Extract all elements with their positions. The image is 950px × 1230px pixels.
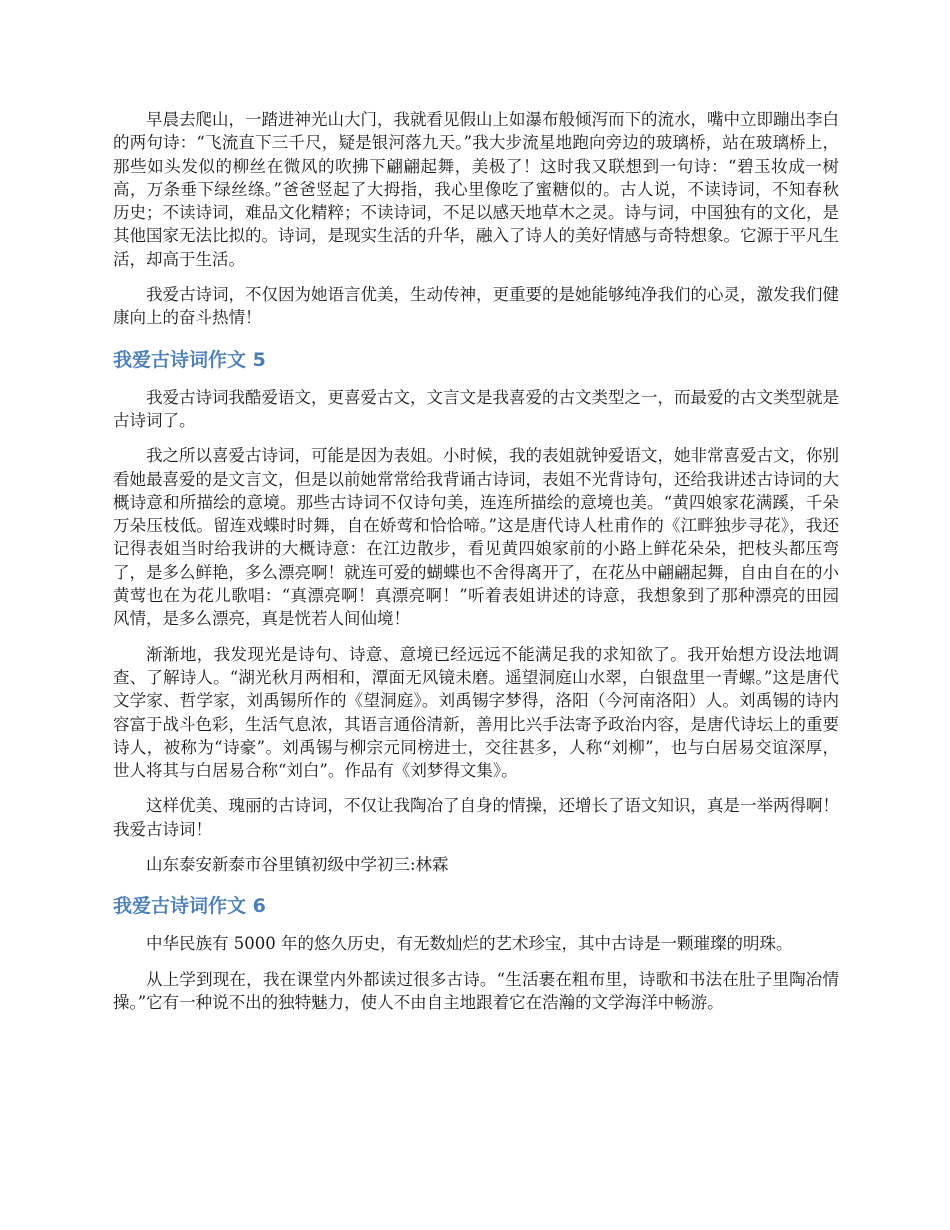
paragraph-essay6-intro: 中华民族有 5000 年的悠久历史，有无数灿烂的艺术珍宝，其中古诗是一颗璀璨的明珠。 — [146, 934, 793, 954]
paragraph-mountain-climb: 早晨去爬山，一踏进神光山大门，我就看见假山上如瀑布般倾泻而下的流水，嘴中立即蹦出李白的两句诗：“飞流直下三千尺，疑是银河落九天。”我大步流星地跑向旁边的玻璃桥，站在玻璃桥上，那些如头发似的柳丝在微风的吹拂下翩翩起舞，美极了！这时我又联想到一句诗：“碧玉妆成一树高，万条垂下绿丝绦。”爸爸竖起了大拇指，我心里像吃了蜜糖似的。古人说，不读诗词，不知春秋历史；不读诗词，难品文化精粹；不读诗词，不足以感天地草木之灵。诗与词，中国独有的文化，是其他国家无法比拟的。诗词，是现实生活的升华，融入了诗人的美好情感与奇特想象。它源于平凡生活，却高于生活。 — [113, 110, 839, 269]
section-heading-essay-6: 我爱古诗词作文 6 — [113, 895, 266, 918]
author-signature: 山东泰安新泰市谷里镇初级中学初三:林霖 — [146, 855, 449, 875]
paragraph-essay5-conclusion: 这样优美、瑰丽的古诗词，不仅让我陶冶了自身的情操，还增长了语文知识，真是一举两得啊！我爱古诗词！ — [113, 796, 839, 839]
document-body — [113, 108, 839, 1026]
paragraph-essay5-poet-research: 渐渐地，我发现光是诗句、诗意、意境已经远远不能满足我的求知欲了。我开始想方设法地调查、了解诗人。“湖光秋月两相和，潭面无风镜未磨。遥望洞庭山水翠，白银盘里一青螺。”这是唐代文学家、哲学家，刘禹锡所作的《望洞庭》。刘禹锡字梦得，洛阳（今河南洛阳）人。刘禹锡的诗内容富于战斗色彩，生活气息浓，其语言通俗清新，善用比兴手法寄予政治内容，是唐代诗坛上的重要诗人，被称为“诗豪”。刘禹锡与柳宗元同榜进士，交往甚多，人称“刘柳”，也与白居易交谊深厚，世人将其与白居易合称“刘白”。作品有《刘梦得文集》。 — [113, 644, 839, 781]
paragraph-essay5-cousin: 我之所以喜爱古诗词，可能是因为表姐。小时候，我的表姐就钟爱语文，她非常喜爱古文，你别看她最喜爱的是文言文，但是以前她常常给我背诵古诗词，表姐不光背诗句，还给我讲述古诗词的大概诗意和所描绘的意境。那些古诗词不仅诗句美，连连所描绘的意境也美。“黄四娘家花满蹊，千朵万朵压枝低。留连戏蝶时时舞，自在娇莺和恰恰啼。”这是唐代诗人杜甫作的《江畔独步寻花》，我还记得表姐当时给我讲的大概诗意：在江边散步，看见黄四娘家前的小路上鲜花朵朵，把枝头都压弯了，是多么鲜艳，多么漂亮啊！就连可爱的蝴蝶也不舍得离开了，在花丛中翩翩起舞，自由自在的小黄莺也在为花儿歌唱：“真漂亮啊！真漂亮啊！”听着表姐讲述的诗意，我想象到了那种漂亮的田园风情，是多么漂亮，真是恍若人间仙境！ — [113, 446, 839, 629]
paragraph-essay6-reading: 从上学到现在，我在课堂内外都读过很多古诗。“生活裹在粗布里，诗歌和书法在肚子里陶冶情操。”它有一种说不出的独特魅力，使人不由自主地跟着它在浩瀚的文学海洋中畅游。 — [113, 969, 839, 1012]
paragraph-love-poetry: 我爱古诗词，不仅因为她语言优美，生动传神，更重要的是她能够纯净我们的心灵，激发我们健康向上的奋斗热情！ — [113, 285, 839, 328]
paragraph-essay5-intro: 我爱古诗词我酷爱语文，更喜爱古文，文言文是我喜爱的古文类型之一，而最爱的古文类型就是古诗词了。 — [113, 387, 839, 430]
section-heading-essay-5: 我爱古诗词作文 5 — [113, 348, 266, 371]
